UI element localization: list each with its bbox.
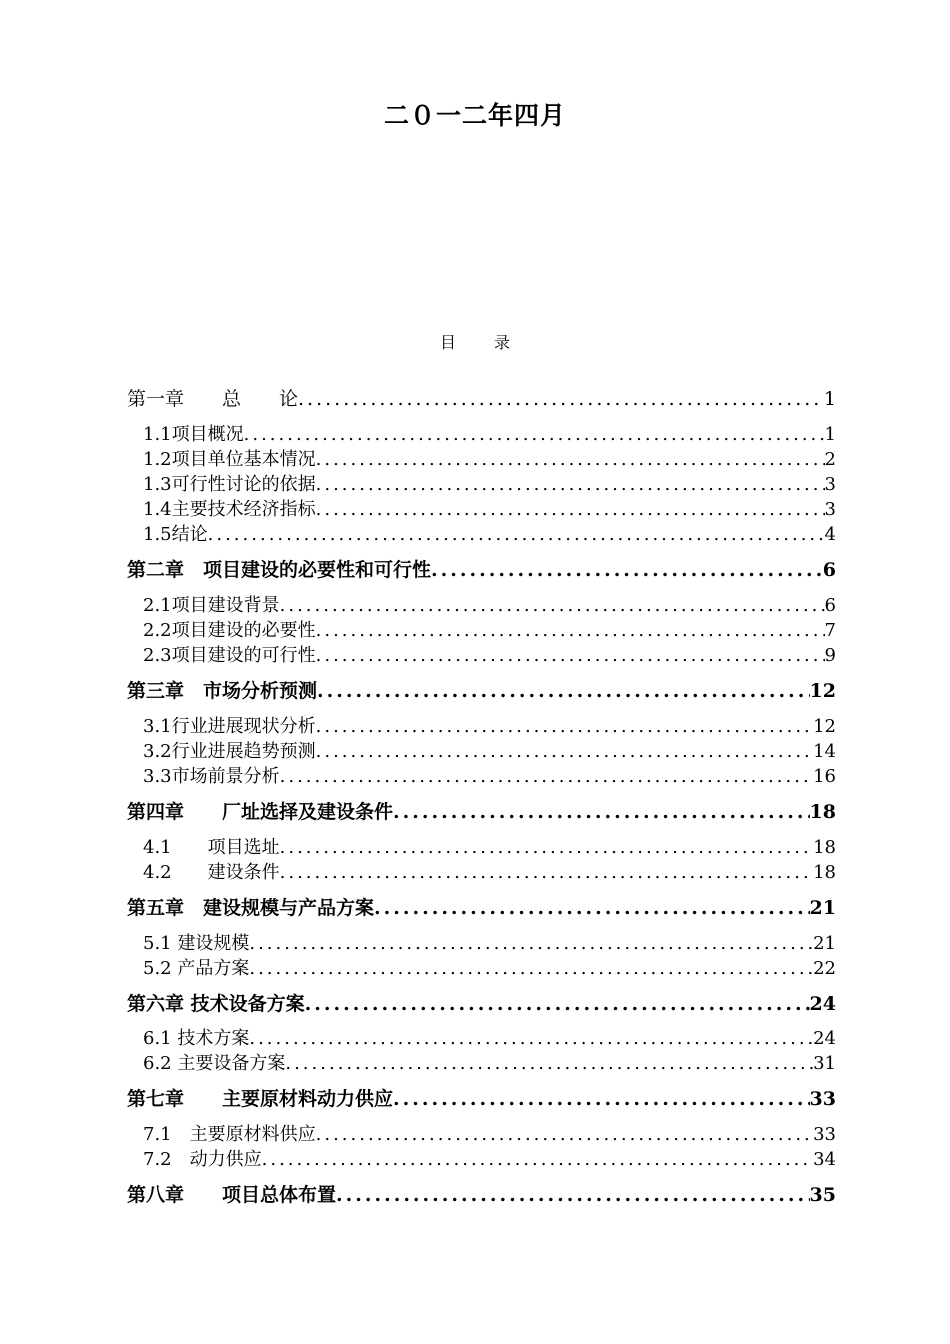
toc-entry-label: 5.1 建设规模: [143, 933, 250, 954]
toc-entry-label: 1.3可行性讨论的依据: [143, 474, 316, 495]
toc-section-entry[interactable]: [127, 1120, 836, 1146]
toc-entry-label: 第一章 总 论: [127, 388, 299, 410]
toc-chapter-entry[interactable]: [127, 555, 836, 582]
toc-section-entry[interactable]: [127, 641, 836, 667]
toc-section-entry[interactable]: [127, 420, 836, 446]
toc-entry-page: 24: [813, 1028, 836, 1049]
toc-entry-page: 33: [813, 1124, 836, 1145]
toc-leader-dots: [336, 1184, 810, 1206]
toc-title-char-2: 录: [494, 333, 511, 352]
toc-leader-dots: [208, 524, 825, 545]
toc-entry-label: 6.1 技术方案: [143, 1028, 250, 1049]
toc-leader-dots: [316, 1124, 813, 1145]
toc-chapter-entry[interactable]: [127, 676, 836, 703]
toc-section-entry[interactable]: [127, 616, 836, 642]
toc-entry-label: 第五章 建设规模与产品方案: [127, 897, 375, 919]
toc-entry-label: 第八章 项目总体布置: [127, 1184, 337, 1206]
toc-leader-dots: [244, 424, 825, 445]
toc-chapter-entry[interactable]: [127, 893, 836, 920]
toc-entry-page: 18: [813, 862, 836, 883]
toc-leader-dots: [316, 499, 825, 520]
toc-entry-page: 12: [809, 680, 836, 702]
toc-entry-label: 6.2 主要设备方案: [143, 1053, 286, 1074]
toc-entry-label: 4.1 项目选址: [143, 837, 280, 858]
toc-section-entry[interactable]: [127, 954, 836, 980]
toc-entry-page: 4: [824, 524, 836, 545]
toc-entry-page: 18: [809, 801, 836, 823]
toc-leader-dots: [280, 766, 813, 787]
toc-leader-dots: [431, 559, 823, 581]
toc-section-entry[interactable]: [127, 737, 836, 763]
toc-entry-page: 7: [824, 620, 836, 641]
toc-leader-dots: [249, 958, 813, 979]
toc-entry-label: 2.3项目建设的可行性: [143, 645, 316, 666]
toc-leader-dots: [316, 474, 825, 495]
toc-leader-dots: [316, 620, 825, 641]
toc-section-entry[interactable]: [127, 1024, 836, 1050]
toc-section-entry[interactable]: [127, 591, 836, 617]
toc-entry-label: 7.2 动力供应: [143, 1149, 262, 1170]
toc-entry-label: 第二章 项目建设的必要性和可行性: [127, 559, 432, 581]
toc-entry-page: 3: [824, 474, 836, 495]
toc-entry-page: 9: [824, 645, 836, 666]
toc-entry-label: 5.2 产品方案: [143, 958, 250, 979]
toc-entry-page: 22: [813, 958, 836, 979]
toc-entry-label: 3.3市场前景分析: [143, 766, 280, 787]
toc-entry-label: 1.2项目单位基本情况: [143, 449, 316, 470]
toc-entry-page: 6: [822, 559, 836, 581]
toc-section-entry[interactable]: [127, 495, 836, 521]
toc-leader-dots: [280, 595, 825, 616]
toc-entry-page: 14: [813, 741, 836, 762]
toc-entry-label: 第三章 市场分析预测: [127, 680, 318, 702]
toc-leader-dots: [285, 1053, 813, 1074]
toc-entry-page: 24: [809, 993, 836, 1015]
toc-section-entry[interactable]: [127, 833, 836, 859]
toc-entry-page: 35: [809, 1184, 836, 1206]
toc-section-entry[interactable]: [127, 1049, 836, 1075]
toc-chapter-entry[interactable]: [127, 1180, 836, 1207]
toc-entry-label: 4.2 建设条件: [143, 862, 280, 883]
toc-leader-dots: [393, 1088, 810, 1110]
toc-section-entry[interactable]: [127, 445, 836, 471]
toc-leader-dots: [262, 1149, 813, 1170]
toc-entry-page: 1: [824, 424, 836, 445]
toc-entry-page: 31: [813, 1053, 836, 1074]
toc-leader-dots: [298, 388, 824, 410]
toc-entry-label: 3.1行业进展现状分析: [143, 716, 316, 737]
toc-entry-label: 7.1 主要原材料供应: [143, 1124, 316, 1145]
toc-chapter-entry[interactable]: [127, 989, 836, 1016]
toc-entry-label: 第四章 厂址选择及建设条件: [127, 801, 394, 823]
toc-entry-page: 34: [813, 1149, 836, 1170]
toc-leader-dots: [316, 741, 813, 762]
toc-section-entry[interactable]: [127, 470, 836, 496]
toc-section-entry[interactable]: [127, 520, 836, 546]
toc-leader-dots: [393, 801, 810, 823]
toc-entry-label: 1.4主要技术经济指标: [143, 499, 316, 520]
toc-entry-page: 6: [824, 595, 836, 616]
toc-entry-page: 21: [809, 897, 836, 919]
toc-entry-label: 第六章 技术设备方案: [127, 993, 305, 1015]
date-heading: 二０一二年四月: [383, 101, 566, 130]
toc-chapter-entry[interactable]: [127, 797, 836, 824]
toc-leader-dots: [316, 449, 825, 470]
toc-leader-dots: [305, 993, 810, 1015]
toc-leader-dots: [316, 716, 813, 737]
toc-entry-label: 2.1项目建设背景: [143, 595, 280, 616]
toc-leader-dots: [317, 680, 810, 702]
toc-entry-page: 12: [813, 716, 836, 737]
toc-chapter-entry[interactable]: [127, 384, 836, 411]
toc-entry-label: 3.2行业进展趋势预测: [143, 741, 316, 762]
toc-entry-page: 16: [813, 766, 836, 787]
toc-leader-dots: [280, 862, 813, 883]
toc-leader-dots: [316, 645, 825, 666]
toc-entry-label: 第七章 主要原材料动力供应: [127, 1088, 394, 1110]
toc-entry-page: 21: [813, 933, 836, 954]
toc-entry-label: 1.5结论: [143, 524, 208, 545]
toc-leader-dots: [249, 1028, 813, 1049]
toc-leader-dots: [249, 933, 813, 954]
toc-entry-page: 1: [823, 388, 836, 410]
toc-entry-page: 3: [824, 499, 836, 520]
toc-section-entry[interactable]: [127, 762, 836, 788]
toc-entry-page: 18: [813, 837, 836, 858]
toc-section-entry[interactable]: [127, 1145, 836, 1171]
toc-title-char-1: 目: [439, 333, 456, 352]
toc-chapter-entry[interactable]: [127, 1084, 836, 1111]
toc-entry-page: 33: [809, 1088, 836, 1110]
toc-section-entry[interactable]: [127, 712, 836, 738]
toc-entry-label: 2.2项目建设的必要性: [143, 620, 316, 641]
toc-leader-dots: [374, 897, 810, 919]
toc-leader-dots: [280, 837, 813, 858]
toc-entry-label: 1.1项目概况: [143, 424, 244, 445]
toc-title: [0, 330, 950, 353]
toc-entry-page: 2: [824, 449, 836, 470]
toc-section-entry[interactable]: [127, 929, 836, 955]
toc-section-entry[interactable]: [127, 858, 836, 884]
